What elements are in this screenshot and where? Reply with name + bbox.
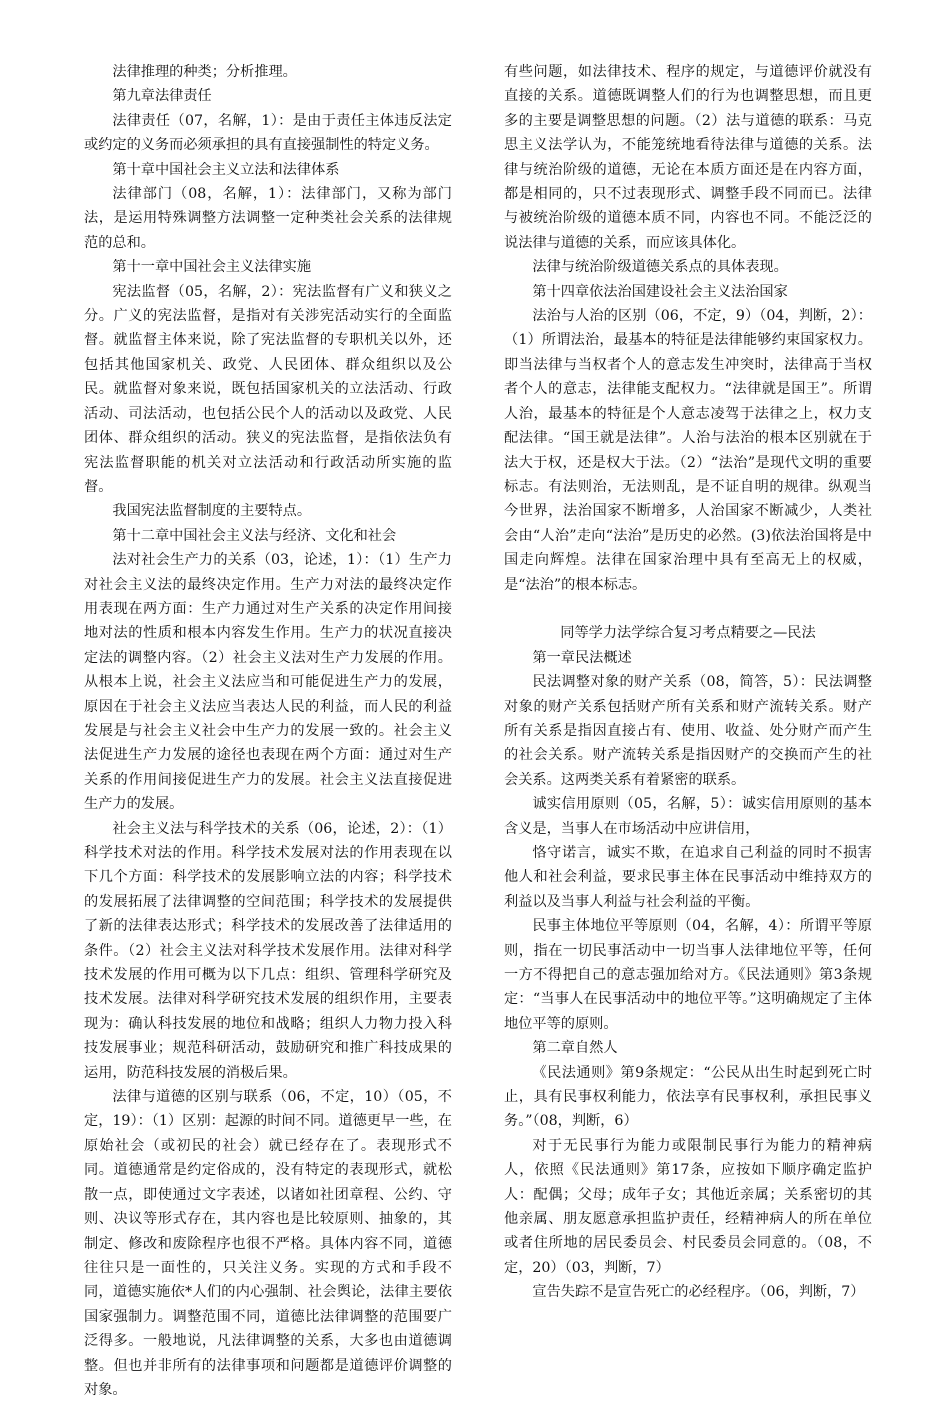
paragraph: 社会主义法与科学技术的关系（06，论述，2）：（1）科学技术对法的作用。科学技术发展对法的作用表现在以下几个方面：科学技术的发展影响立法的内容；科学技术的发展拓展了法律调整的空间范围；科学技术的发展提供了新的法律表达形式；科学技术的发展改善了法律适用的条件。（2）社会主义法对科学技术发展作用。法律对科学技术发展的作用可概为以下几点：组织、管理科学研究及技术发展。法律对科学研究技术发展的组织作用，主要表现为：确认科技发展的地位和战略；组织人力物力投入科技发展事业；规范科研活动，鼓励研究和推广科技成果的运用，防范科技发展的消极后果。 bbox=[84, 820, 452, 1081]
paragraph: 法律与统治阶级道德关系点的具体表现。 bbox=[532, 259, 788, 276]
chapter-heading: 第十章中国社会主义立法和法律体系 bbox=[112, 161, 340, 178]
chapter-heading: 第一章民法概述 bbox=[532, 649, 632, 666]
chapter-heading: 第十二章中国社会主义法与经济、文化和社会 bbox=[112, 527, 397, 544]
chapter-heading: 第九章法律责任 bbox=[112, 88, 212, 105]
paragraph: 对于无民事行为能力或限制民事行为能力的精神病人，依照《民法通则》第17条，应按如下顺序确定监护人：配偶；父母；成年子女；其他近亲属；关系密切的其他亲属、朋友愿意承担监护责任，经精神病人的所在单位或者住所地的居民委员会、村民委员会同意的。（08，不定，20）（03，判断，7） bbox=[504, 1137, 872, 1276]
section-spacer bbox=[504, 597, 872, 621]
paragraph: 法律责任（07，名解，1）：是由于责任主体违反法定或约定的义务而必须承担的具有直接强制性的特定义务。 bbox=[84, 112, 452, 154]
paragraph: 法律推理的种类；分析推理。 bbox=[112, 64, 297, 80]
chapter-heading: 第十一章中国社会主义法律实施 bbox=[112, 259, 312, 276]
paragraph-continued: 有些问题，如法律技术、程序的规定，与道德评价就没有直接的关系。道德既调整人们的行为也调整思想，而且更多的主要是调整思想的问题。（2）法与道德的联系：马克思主义法学认为，不能笼统地看待法律与道德的关系。法律与统治阶级的道德，无论在本质方面还是在内容方面，都是相同的，只不过表现形式、调整手段不同而已。法律与被统治阶级的道德本质不同，内容也不同。不能泛泛的说法律与道德的关系，而应该具体化。 bbox=[504, 64, 872, 251]
paragraph: 宪法监督（05，名解，2）：宪法监督有广义和狭义之分。广义的宪法监督，是指对有关涉宪活动实行的全面监督。就监督主体来说，除了宪法监督的专职机关以外，还包括其他国家机关、政党、人民团体、群众组织以及公民。就监督对象来说，既包括国家机关的立法活动、行政活动、司法活动，也包括公民个人的活动以及政党、人民团体、群众组织的活动。狭义的宪法监督，是指依法负有宪法监督职能的机关对立法活动和行政活动所实施的监督。 bbox=[84, 283, 452, 495]
paragraph: 诚实信用原则（05，名解，5）：诚实信用原则的基本含义是，当事人在市场活动中应讲信用， bbox=[504, 796, 872, 837]
paragraph: 法律与道德的区别与联系（06，不定，10）（05，不定，19）：（1）区别：起源的时间不同。道德更早一些，在原始社会（或初民的社会）就已经存在了。表现形式不同。道德通常是约定俗成的，没有特定的表现形式，就松散一点，即使通过文字表述，以诸如社团章程、公约、守则、决议等形式存在，其内容也是比较原则、抽象的，其制定、修改和废除程序也很不严格。具体内容不同，道德往往只是一面性的，只关注义务。实现的方式和手段不同，道德实施依*人们的内心强制、社会舆论，法律主要依国家强制力。调整范围不同，道德比法律调整的范围要广泛得多。一般地说，凡法律调整的关系，大多也由道德调整。但也并非所有的法律事项和问题都是道德评价调整的对象。 bbox=[84, 1089, 452, 1398]
paragraph: 《民法通则》第9条规定：“公民从出生时起到死亡时止，具有民事权利能力，依法享有民事权利，承担民事义务。”（08，判断，6） bbox=[504, 1064, 872, 1130]
right-column bbox=[504, 60, 872, 1305]
paragraph: 民事主体地位平等原则（04，名解，4）：所谓平等原则，指在一切民事活动中一切当事人法律地位平等，任何一方不得把自己的意志强加给对方。《民法通则》第3条规定：“当事人在民事活动中的地位平等。”这明确规定了主体地位平等的原则。 bbox=[504, 918, 872, 1032]
chapter-heading: 第十四章依法治国建设社会主义法治国家 bbox=[532, 283, 788, 300]
chapter-heading: 第二章自然人 bbox=[532, 1040, 618, 1057]
paragraph: 法治与人治的区别（06，不定，9）（04，判断，2）：（1）所谓法治，最基本的特征是法律能够约束国家权力。即当法律与当权者个人的意志发生冲突时，法律高于当权者个人的意志，法律能支配权力。“法律就是国王”。所谓人治，最基本的特征是个人意志凌驾于法律之上，权力支配法律。“国王就是法律”。人治与法治的根本区别就在于法大于权，还是权大于法。（2）“法治”是现代文明的重要标志。有法则治，无法则乱，是不证自明的规律。纵观当今世界，法治国家不断增多，人治国家不断减少，人类社会由“人治”走向“法治”是历史的必然。(3)依法治国将是中国走向辉煌。法律在国家治理中具有至高无上的权威，是“法治”的根本标志。 bbox=[504, 308, 872, 593]
paragraph: 宣告失踪不是宣告死亡的必经程序。（06，判断，7） bbox=[532, 1284, 865, 1301]
section-title: 同等学力法学综合复习考点精要之—民法 bbox=[560, 625, 816, 642]
paragraph: 我国宪法监督制度的主要特点。 bbox=[112, 503, 312, 520]
paragraph: 法律部门（08，名解，1）：法律部门，又称为部门法，是运用特殊调整方法调整一定种类社会关系的法律规范的总和。 bbox=[84, 186, 452, 251]
paragraph: 民法调整对象的财产关系（08，简答，5）：民法调整对象的财产关系包括财产所有关系和财产流转关系。财产所有关系是指因直接占有、使用、收益、处分财产而产生的社会关系。财产流转关系是指因财产的交换而产生的社会关系。这两类关系有着紧密的联系。 bbox=[504, 674, 872, 788]
left-column bbox=[84, 60, 452, 1402]
paragraph: 恪守诺言，诚实不欺，在追求自己利益的同时不损害他人和社会利益，要求民事主体在民事活动中维持双方的利益以及当事人利益与社会利益的平衡。 bbox=[504, 844, 872, 910]
paragraph: 法对社会生产力的关系（03，论述，1）：（1）生产力对社会主义法的最终决定作用。生产力对法的最终决定作用表现在两方面：生产力通过对生产关系的决定作用间接地对法的性质和根本内容发生作用。生产力的状况直接决定法的调整内容。（2）社会主义法对生产力发展的作用。从根本上说，社会主义法应当和可能促进生产力的发展，原因在于社会主义法应当表达人民的利益，而人民的利益发展是与社会主义社会中生产力的发展一致的。社会主义法促进生产力发展的途径也表现在两个方面：通过对生产关系的作用间接促进生产力的发展。社会主义法直接促进生产力的发展。 bbox=[84, 552, 452, 813]
